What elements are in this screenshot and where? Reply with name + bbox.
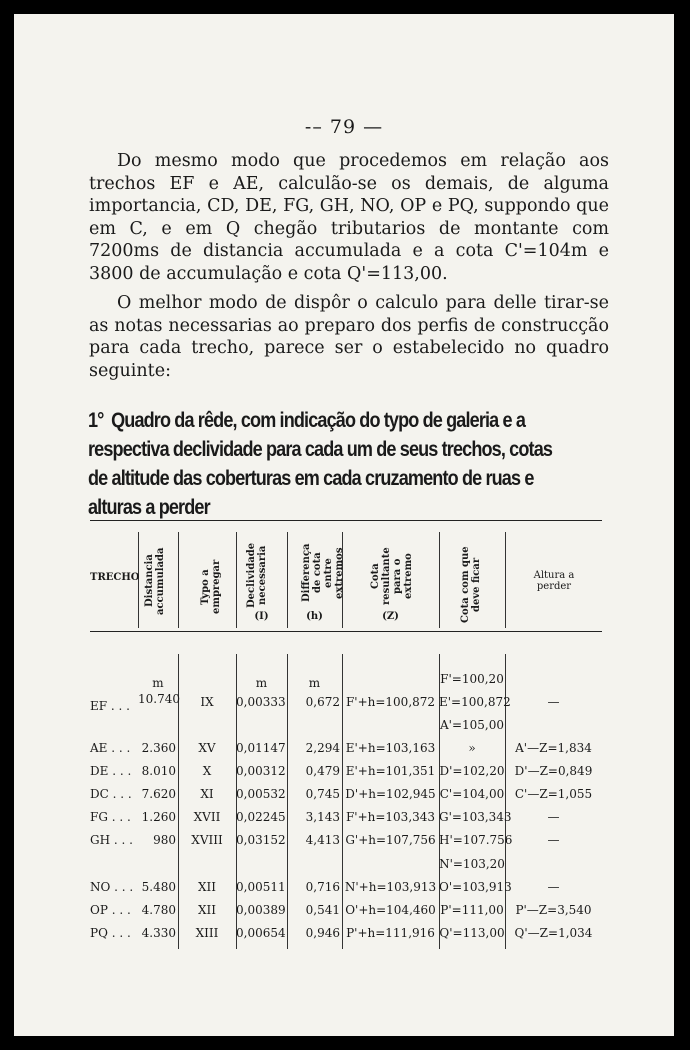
header-altura: Altura a perder bbox=[533, 570, 575, 592]
cell-differenca: 0,946 bbox=[305, 926, 340, 940]
header-declividade-symbol: (I) bbox=[254, 611, 269, 622]
cell-cota-resultante: N'+h=103,913 bbox=[344, 880, 437, 894]
cell-typo: XIII bbox=[195, 926, 219, 940]
cell-differenca: 0,672 bbox=[305, 695, 340, 709]
cell-altura: D'—Z=0,849 bbox=[514, 764, 593, 778]
cell-cota-ficar: D'=102,20 bbox=[439, 764, 505, 778]
table-heading-text: Quadro da rêde, com indicação do typo de galeria e a respectiva declividade para cada um de seus trechos, cotas de altitude das coberturas em cada cruzamento de ruas e alturas a perder bbox=[88, 409, 553, 519]
cell-differenca: 0,745 bbox=[305, 787, 340, 801]
column-divider bbox=[439, 532, 440, 628]
cell-typo: XI bbox=[200, 787, 214, 801]
cell-typo: XII bbox=[197, 880, 217, 894]
cell-altura: A'—Z=1,834 bbox=[515, 741, 592, 755]
cell-distancia: 1.260 bbox=[141, 810, 176, 824]
cell-distancia: 4.780 bbox=[141, 903, 176, 917]
cell-typo: X bbox=[202, 764, 212, 778]
cell-cota-resultante: F'+h=100,872 bbox=[345, 695, 436, 709]
cell-altura: — bbox=[547, 880, 560, 894]
cell-cota-resultante: O'+h=104,460 bbox=[345, 903, 436, 917]
column-divider bbox=[178, 532, 179, 628]
table-header-rule bbox=[90, 631, 602, 632]
cell-declividade: 0,03152 bbox=[236, 833, 286, 847]
cell-cota-ficar: C'=104,00 bbox=[439, 787, 505, 801]
cell-cota-ficar: P'=111,00 bbox=[440, 903, 504, 917]
cell-typo: XII bbox=[197, 903, 217, 917]
paragraph-1-text: Do mesmo modo que procedemos em relação aos trechos EF e AE, calculão-se os demais, de alguma importancia, CD, DE, FG, GH, NO, OP e PQ, suppondo que em C, e em Q chegão tributarios de montante com 7200ms de distancia accumulada e a cota C'=104m e 3800 de accumulação e cota Q'=113,00. bbox=[89, 151, 609, 284]
cell-distancia: 10.740 bbox=[138, 692, 180, 706]
cell-altura: — bbox=[547, 833, 560, 847]
cell-cota-ficar: F'=100,20 bbox=[440, 672, 504, 686]
paragraph-2-text: O melhor modo de dispôr o calculo para delle tirar-se as notas necessarias ao preparo dos perfis de construcção para cada trecho, parece ser o estabelecido no quadro seguinte: bbox=[89, 293, 609, 381]
cell-declividade: 0,00532 bbox=[236, 787, 286, 801]
cell-cota-ficar: Q'=113,00 bbox=[439, 926, 505, 940]
cell-cota-resultante: D'+h=102,945 bbox=[345, 787, 436, 801]
cell-typo: XVII bbox=[193, 810, 221, 824]
book-page bbox=[14, 14, 674, 1036]
cell-cota-ficar: A'=105,00 bbox=[439, 718, 504, 732]
header-cota-resultante: Cota resultante para o extremo bbox=[370, 547, 414, 605]
cell-typo: XVIII bbox=[191, 833, 223, 847]
header-declividade: Declividade necessaria bbox=[246, 542, 268, 608]
cell-distancia: 4.330 bbox=[141, 926, 176, 940]
cell-typo: XV bbox=[198, 741, 216, 755]
cell-differenca: 0,541 bbox=[305, 903, 340, 917]
cell-distancia: 5.480 bbox=[141, 880, 176, 894]
header-trecho: TRECHO bbox=[90, 572, 140, 583]
cell-cota-ficar: O'=103,913 bbox=[439, 880, 512, 894]
header-cota-resultante-symbol: (Z) bbox=[382, 611, 399, 622]
header-cota-ficar: Cota com que deve ficar bbox=[460, 546, 482, 624]
cell-distancia: 2.360 bbox=[141, 741, 176, 755]
cell-declividade: 0,00389 bbox=[236, 903, 286, 917]
cell-trecho: EF . . . bbox=[90, 699, 130, 713]
cell-declividade: 0,00654 bbox=[236, 926, 286, 940]
cell-differenca: 3,143 bbox=[305, 810, 340, 824]
cell-differenca: 4,413 bbox=[305, 833, 340, 847]
cell-altura: P'—Z=3,540 bbox=[515, 903, 592, 917]
cell-cota-resultante: F'+h=103,343 bbox=[345, 810, 436, 824]
cell-declividade: 0,01147 bbox=[236, 741, 286, 755]
table-top-rule bbox=[90, 520, 602, 521]
cell-cota-resultante: G'+h=107,756 bbox=[345, 833, 436, 847]
table-heading-number: 1° bbox=[88, 409, 104, 432]
header-differenca: Differença de cota entre extremos bbox=[301, 543, 345, 603]
paragraph-1 bbox=[89, 150, 609, 285]
cell-altura: — bbox=[547, 810, 560, 824]
cell-trecho: GH . . . bbox=[90, 833, 133, 847]
cell-declividade: 0,00511 bbox=[236, 880, 286, 894]
column-divider bbox=[505, 532, 506, 628]
cell-declividade: 0,00333 bbox=[236, 695, 286, 709]
cell-distancia: 7.620 bbox=[141, 787, 176, 801]
header-typo: Typo a empregar bbox=[200, 559, 222, 615]
cell-distancia: 8.010 bbox=[141, 764, 176, 778]
cell-trecho: DE . . . bbox=[90, 764, 132, 778]
cell-cota-resultante: P'+h=111,916 bbox=[346, 926, 435, 940]
cell-trecho: OP . . . bbox=[90, 903, 131, 917]
cell-cota-ficar: » bbox=[468, 741, 476, 755]
cell-altura: Q'—Z=1,034 bbox=[514, 926, 593, 940]
cell-trecho: AE . . . bbox=[90, 741, 131, 755]
cell-differenca: 2,294 bbox=[305, 741, 340, 755]
cell-trecho: PQ . . . bbox=[90, 926, 131, 940]
cell-differenca: 0,479 bbox=[305, 764, 340, 778]
cell-cota-resultante: E'+h=103,163 bbox=[345, 741, 436, 755]
cell-altura: — bbox=[547, 695, 560, 709]
page-number: -– 79 — bbox=[304, 116, 384, 138]
cell-trecho: NO . . . bbox=[90, 880, 134, 894]
cell-trecho: DC . . . bbox=[90, 787, 132, 801]
cell-altura: C'—Z=1,055 bbox=[514, 787, 593, 801]
cell-cota-ficar: G'=103,343 bbox=[439, 810, 512, 824]
cell-trecho: FG . . . bbox=[90, 810, 131, 824]
cell-distancia: 980 bbox=[153, 833, 176, 847]
paragraph-2 bbox=[89, 292, 609, 382]
header-distancia: Distancia accumulada bbox=[144, 547, 166, 615]
cell-declividade: 0,02245 bbox=[236, 810, 286, 824]
cell-cota-resultante: E'+h=101,351 bbox=[345, 764, 436, 778]
unit-differenca: m bbox=[308, 676, 321, 690]
cell-declividade: 0,00312 bbox=[236, 764, 286, 778]
cell-cota-ficar: H'=107.756 bbox=[439, 833, 513, 847]
cell-cota-ficar: E'=100,872 bbox=[439, 695, 511, 709]
cell-typo: IX bbox=[200, 695, 214, 709]
unit-declividade: m bbox=[255, 676, 268, 690]
cell-differenca: 0,716 bbox=[305, 880, 340, 894]
cell-cota-ficar: N'=103,20 bbox=[439, 857, 505, 871]
table-heading bbox=[88, 406, 552, 522]
unit-distancia: m bbox=[152, 676, 164, 690]
header-differenca-symbol: (h) bbox=[306, 611, 323, 622]
